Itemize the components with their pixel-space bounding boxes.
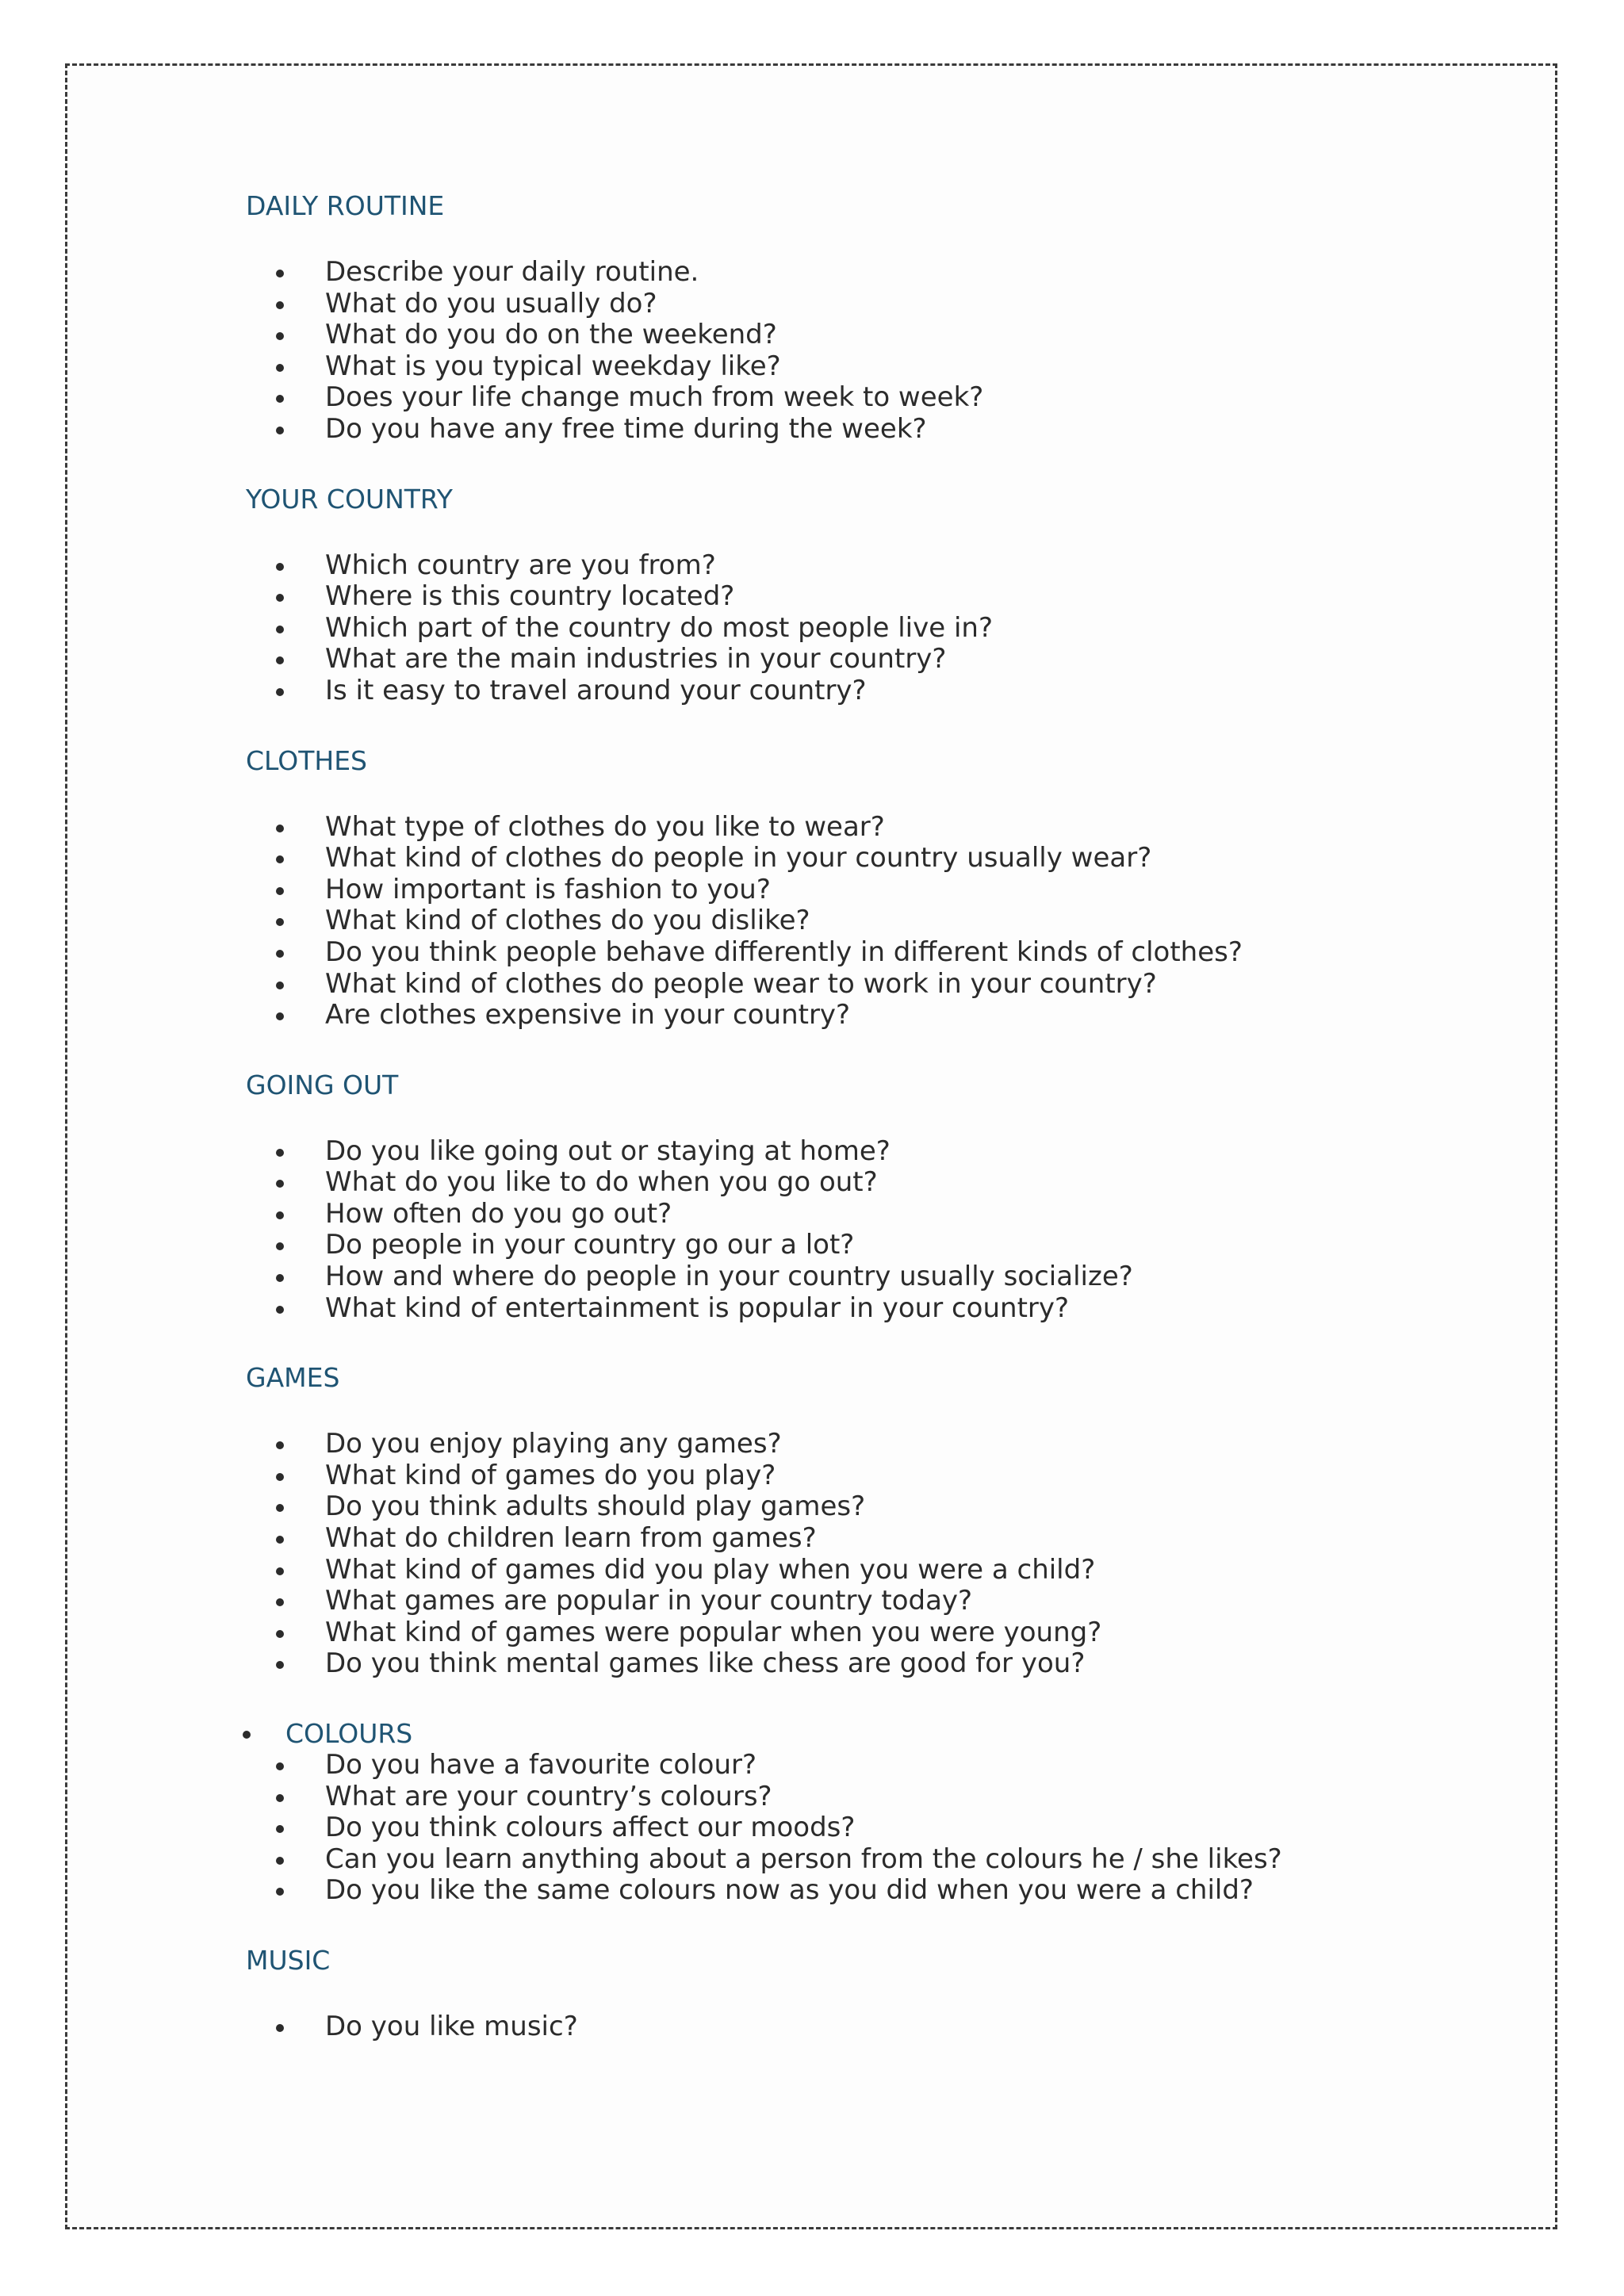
list-item: Do you think colours affect our moods? <box>246 1812 1483 1844</box>
list-item: Do you think people behave differently in different kinds of clothes? <box>246 937 1483 969</box>
list-item: What are the main industries in your country? <box>246 644 1483 675</box>
list-item: Do you have a favourite colour? <box>246 1750 1483 1781</box>
list-item: How and where do people in your country usually socialize? <box>246 1261 1483 1293</box>
question-list <box>246 1429 1483 1680</box>
question-list <box>246 812 1483 1031</box>
question-list <box>246 2011 1483 2043</box>
list-item: How often do you go out? <box>246 1199 1483 1230</box>
list-item: What kind of games did you play when you were a child? <box>246 1555 1483 1586</box>
section-games <box>246 1362 1483 1680</box>
section-going-out <box>246 1070 1483 1325</box>
section-your-country <box>246 484 1483 707</box>
list-item: What kind of clothes do you dislike? <box>246 905 1483 937</box>
section-clothes <box>246 745 1483 1031</box>
section-title: CLOTHES <box>246 744 367 776</box>
list-item: What kind of entertainment is popular in your country? <box>246 1293 1483 1325</box>
list-item: Can you learn anything about a person from the colours he / she likes? <box>246 1844 1483 1876</box>
list-item: Is it easy to travel around your country? <box>246 675 1483 707</box>
section-title: GOING OUT <box>246 1069 399 1100</box>
list-item: How important is fashion to you? <box>246 874 1483 906</box>
section-title: MUSIC <box>246 1944 331 1976</box>
section-colours <box>246 1718 1483 1907</box>
list-item: Where is this country located? <box>246 581 1483 613</box>
list-item: Do you enjoy playing any games? <box>246 1429 1483 1460</box>
list-item: Describe your daily routine. <box>246 257 1483 289</box>
list-item: Does your life change much from week to week? <box>246 382 1483 414</box>
section-title: GAMES <box>246 1362 340 1394</box>
list-item: What do children learn from games? <box>246 1523 1483 1555</box>
question-list <box>246 550 1483 707</box>
list-item: Which part of the country do most people live in? <box>246 613 1483 645</box>
question-list <box>246 1750 1483 1907</box>
list-item: What kind of clothes do people wear to work in your country? <box>246 969 1483 1001</box>
list-item: What are your country’s colours? <box>246 1781 1483 1813</box>
list-item: Do people in your country go our a lot? <box>246 1230 1483 1261</box>
list-item: Do you like the same colours now as you did when you were a child? <box>246 1875 1483 1907</box>
list-item: Are clothes expensive in your country? <box>246 1000 1483 1031</box>
list-item: What games are popular in your country today? <box>246 1586 1483 1617</box>
list-item: What type of clothes do you like to wear? <box>246 812 1483 844</box>
section-music <box>246 1945 1483 2043</box>
list-item: What do you do on the weekend? <box>246 320 1483 351</box>
section-title: YOUR COUNTRY <box>246 483 453 515</box>
list-item: What kind of games were popular when you were young? <box>246 1617 1483 1649</box>
section-title: DAILY ROUTINE <box>246 190 445 221</box>
question-list <box>246 257 1483 446</box>
section-daily-routine <box>246 190 1483 446</box>
question-list <box>246 1136 1483 1325</box>
list-item: Do you have any free time during the week? <box>246 414 1483 446</box>
list-item: What is you typical weekday like? <box>246 351 1483 383</box>
list-item: What kind of games do you play? <box>246 1460 1483 1492</box>
section-title: COLOURS <box>246 1718 1483 1750</box>
list-item: Do you think mental games like chess are good for you? <box>246 1648 1483 1680</box>
list-item: Do you like going out or staying at home? <box>246 1136 1483 1168</box>
list-item: What do you usually do? <box>246 289 1483 320</box>
list-item: Do you like music? <box>246 2011 1483 2043</box>
list-item: What do you like to do when you go out? <box>246 1167 1483 1199</box>
list-item: Which country are you from? <box>246 550 1483 582</box>
list-item: Do you think adults should play games? <box>246 1491 1483 1523</box>
document-content <box>246 190 1483 2043</box>
list-item: What kind of clothes do people in your country usually wear? <box>246 843 1483 874</box>
